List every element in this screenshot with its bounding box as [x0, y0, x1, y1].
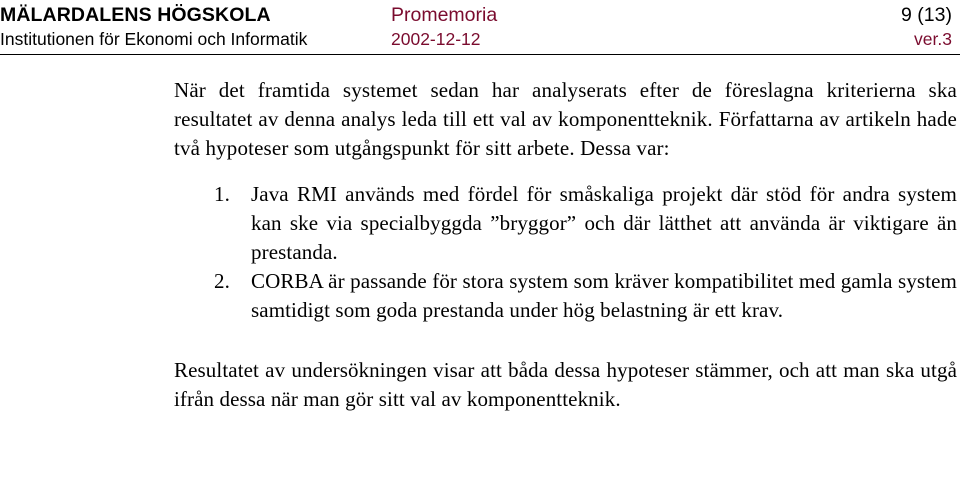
- department-name: Institutionen för Ekonomi och Informatik: [0, 29, 308, 49]
- result-paragraph: Resultatet av undersökningen visar att båda dessa hypoteser stämmer, och att man ska utgå ifrån dessa när man gör sitt val av komponentteknik.: [174, 358, 957, 411]
- document-date: 2002-12-12: [391, 29, 481, 49]
- document-type: Promemoria: [391, 4, 498, 26]
- list-item-text: CORBA är passande för stora system som kräver kompatibilitet med gamla system samtidigt som goda prestanda under hög belastning är ett krav.: [251, 269, 957, 322]
- organization-name: MÄLARDALENS HÖGSKOLA: [0, 4, 271, 26]
- list-item: [174, 267, 957, 325]
- document-header: [0, 0, 960, 58]
- list-item: [174, 180, 957, 267]
- list-item-number: 2.: [214, 269, 230, 293]
- document-body: [174, 76, 957, 414]
- intro-paragraph: När det framtida systemet sedan har analyserats efter de föreslagna kriterierna ska resultatet av denna analys leda till ett val av komponentteknik. Författarna av artikeln hade två hypoteser som utgångspunkt för sitt arbete. Dessa var:: [174, 78, 957, 160]
- list-item-number: 1.: [214, 182, 230, 206]
- page-number: 9 (13): [901, 4, 952, 26]
- header-divider: [0, 54, 960, 55]
- list-item-text: Java RMI används med fördel för småskaliga projekt där stöd för andra system kan ske via specialbyggda ”bryggor” och där lätthet att använda är viktigare än prestanda.: [251, 182, 957, 264]
- hypothesis-list: [174, 180, 957, 325]
- document-version: ver.3: [914, 29, 952, 49]
